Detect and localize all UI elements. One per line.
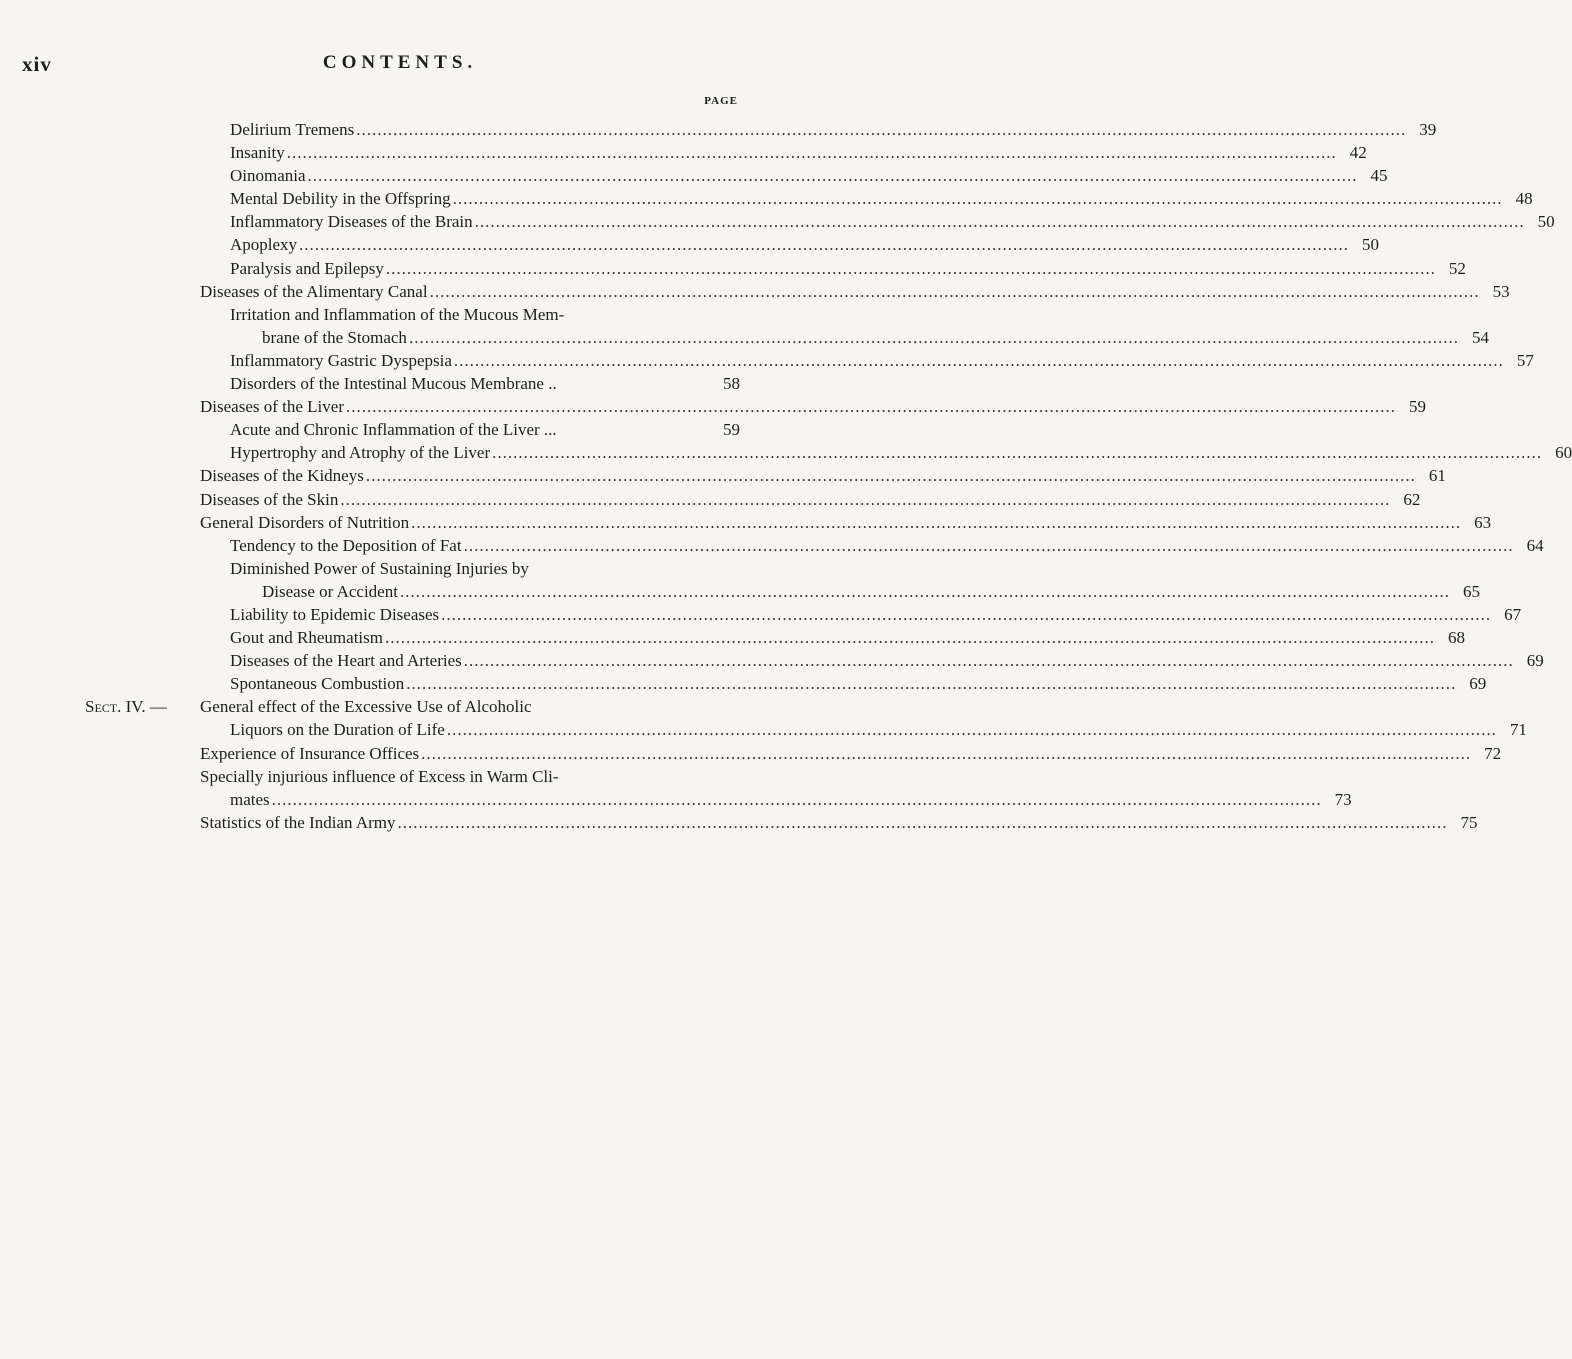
toc-entry bbox=[230, 118, 1437, 141]
toc-entry-text: Inflammatory Gastric Dyspepsia bbox=[230, 350, 452, 370]
toc-entry-text: Tendency to the Deposition of Fat bbox=[230, 535, 462, 555]
toc-entry bbox=[200, 464, 1446, 487]
dot-leader: ........................................................................................................................................................................................................ bbox=[408, 327, 1459, 347]
toc-page-number: 73 bbox=[1334, 789, 1352, 809]
toc-entry bbox=[200, 395, 1426, 418]
dot-leader: ........................................................................................................................................................................................................ bbox=[463, 651, 1514, 671]
toc-entry bbox=[230, 603, 1522, 626]
toc-page-number: 60 bbox=[1555, 443, 1572, 463]
dot-leader: ........................................................................................................................................................................................................ bbox=[307, 166, 1358, 186]
toc-entry-text: General Disorders of Nutrition bbox=[200, 512, 410, 532]
toc-page-number: 58 bbox=[723, 374, 740, 394]
dot-leader: ........................................................................................................................................................................................................ bbox=[286, 143, 1337, 163]
toc-entry-text: mates bbox=[230, 789, 270, 809]
toc-entry-text: Diseases of the Alimentary Canal bbox=[200, 281, 428, 301]
toc-entry bbox=[230, 210, 1555, 233]
dot-leader: ........................................................................................................................................................................................................ bbox=[429, 281, 1480, 301]
toc-entry bbox=[230, 534, 1544, 557]
toc-page-number: 39 bbox=[1419, 120, 1437, 139]
dot-leader: ........................................................................................................................................................................................................ bbox=[453, 350, 1504, 370]
toc-entry-text: Hypertrophy and Atrophy of the Liver bbox=[230, 443, 491, 463]
dot-leader: ........................................................................................................................................................................................................ bbox=[271, 789, 1322, 809]
toc-entry-text: Disease or Accident bbox=[262, 581, 398, 601]
running-title: CONTENTS. bbox=[322, 52, 478, 73]
toc-entry-text: Diseases of the Heart and Arteries bbox=[230, 651, 462, 671]
toc-entry-text: Diminished Power of Sustaining Injuries by bbox=[230, 558, 529, 578]
toc-entry-text: Gout and Rheumatism bbox=[230, 628, 383, 648]
toc-page-number: 45 bbox=[1370, 166, 1388, 186]
toc-entry-text: Apoplexy bbox=[230, 235, 298, 255]
toc-page-number: 52 bbox=[1448, 258, 1466, 278]
dot-leader: ........................................................................................................................................................................................................ bbox=[340, 489, 1391, 509]
toc-page-number: 75 bbox=[1460, 812, 1478, 832]
toc-entry-text: Mental Debility in the Offspring bbox=[230, 189, 451, 209]
dot-leader: ........................................................................................................................................................................................................ bbox=[365, 466, 1416, 486]
table-of-contents bbox=[0, 118, 1572, 834]
toc-entry-text: Diseases of the Kidneys bbox=[200, 466, 364, 486]
toc-page-number: 69 bbox=[1526, 651, 1544, 671]
toc-page-number: 59 bbox=[1408, 397, 1426, 417]
toc-entry bbox=[230, 372, 740, 395]
page-column-label: PAGE bbox=[704, 95, 738, 107]
dot-leader: ........................................................................................................................................................................................................ bbox=[345, 397, 1396, 417]
toc-entry bbox=[85, 695, 1527, 741]
toc-entry-text: Disorders of the Intestinal Mucous Membrane .. bbox=[230, 374, 557, 394]
toc-entry bbox=[200, 280, 1510, 303]
toc-entry bbox=[230, 257, 1466, 280]
toc-entry-text: Statistics of the Indian Army bbox=[200, 812, 396, 832]
toc-page-number: 42 bbox=[1349, 143, 1367, 163]
toc-page-number: 57 bbox=[1516, 350, 1534, 370]
toc-page-number: 62 bbox=[1403, 489, 1421, 509]
toc-page-number: 48 bbox=[1515, 189, 1533, 209]
toc-entry bbox=[230, 141, 1367, 164]
toc-entry bbox=[230, 557, 1480, 603]
dot-leader: ........................................................................................................................................................................................................ bbox=[299, 235, 1350, 255]
toc-entry bbox=[230, 233, 1380, 256]
dot-leader: ........................................................................................................................................................................................................ bbox=[463, 535, 1514, 555]
toc-entry bbox=[230, 626, 1465, 649]
toc-page-number: 71 bbox=[1509, 720, 1527, 740]
dot-leader: ........................................................................................................................................................................................................ bbox=[411, 512, 1462, 532]
toc-entry-text: Delirium Tremens bbox=[230, 120, 355, 139]
page-number: xiv bbox=[22, 52, 52, 76]
toc-entry bbox=[200, 811, 1478, 834]
toc-page-number: 65 bbox=[1462, 581, 1480, 601]
toc-page-number: 68 bbox=[1447, 628, 1465, 648]
dot-leader: ........................................................................................................................................................................................................ bbox=[356, 120, 1407, 139]
toc-entry bbox=[230, 164, 1388, 187]
toc-entry bbox=[230, 187, 1533, 210]
dot-leader: ........................................................................................................................................................................................................ bbox=[421, 743, 1472, 763]
toc-entry bbox=[230, 649, 1544, 672]
dot-leader: ........................................................................................................................................................................................................ bbox=[399, 581, 1450, 601]
toc-page-number: 50 bbox=[1362, 235, 1380, 255]
toc-entry-text: Inflammatory Diseases of the Brain bbox=[230, 212, 473, 232]
section-prefix: Sect. IV. — bbox=[85, 697, 167, 717]
toc-entry-text: Acute and Chronic Inflammation of the Liver ... bbox=[230, 420, 557, 440]
toc-entry-text: Specially injurious influence of Excess in Warm Cli- bbox=[200, 766, 559, 786]
toc-entry-text: Liability to Epidemic Diseases bbox=[230, 604, 440, 624]
toc-entry bbox=[200, 488, 1421, 511]
toc-entry bbox=[230, 303, 1489, 349]
toc-page-number: 67 bbox=[1504, 604, 1522, 624]
dot-leader: ........................................................................................................................................................................................................ bbox=[384, 628, 1435, 648]
dot-leader: ........................................................................................................................................................................................................ bbox=[492, 443, 1543, 463]
toc-page-number: 72 bbox=[1484, 743, 1502, 763]
toc-entry-text: Diseases of the Skin bbox=[200, 489, 339, 509]
toc-entry bbox=[200, 511, 1492, 534]
toc-entry-text: brane of the Stomach bbox=[262, 327, 407, 347]
toc-entry bbox=[230, 418, 740, 441]
dot-leader: ........................................................................................................................................................................................................ bbox=[452, 189, 1503, 209]
dot-leader: ........................................................................................................................................................................................................ bbox=[397, 812, 1448, 832]
toc-entry-text: Spontaneous Combustion bbox=[230, 674, 405, 694]
dot-leader: ........................................................................................................................................................................................................ bbox=[446, 720, 1497, 740]
toc-page-number: 63 bbox=[1474, 512, 1492, 532]
toc-page-number: 53 bbox=[1492, 281, 1510, 301]
toc-page-number: 59 bbox=[723, 420, 740, 440]
running-header bbox=[0, 52, 800, 82]
toc-page-number: 61 bbox=[1428, 466, 1446, 486]
toc-entry-text: Paralysis and Epilepsy bbox=[230, 258, 384, 278]
toc-entry-text: General effect of the Excessive Use of Alcoholic bbox=[200, 697, 532, 717]
toc-entry-text: Irritation and Inflammation of the Mucous Mem- bbox=[230, 304, 565, 324]
toc-entry bbox=[200, 765, 1352, 811]
toc-entry-text: Oinomania bbox=[230, 166, 306, 186]
toc-entry bbox=[230, 441, 1572, 464]
toc-page-number: 50 bbox=[1537, 212, 1555, 232]
dot-leader: ........................................................................................................................................................................................................ bbox=[385, 258, 1436, 278]
toc-entry-text: Diseases of the Liver bbox=[200, 397, 344, 417]
toc-entry-text: Experience of Insurance Offices bbox=[200, 743, 420, 763]
toc-entry-text: Insanity bbox=[230, 143, 285, 163]
toc-entry bbox=[230, 672, 1487, 695]
toc-entry bbox=[230, 349, 1534, 372]
toc-page-number: 64 bbox=[1526, 535, 1544, 555]
dot-leader: ........................................................................................................................................................................................................ bbox=[406, 674, 1457, 694]
toc-entry-text: Liquors on the Duration of Life bbox=[230, 720, 445, 740]
dot-leader: ........................................................................................................................................................................................................ bbox=[441, 604, 1492, 624]
toc-page-number: 69 bbox=[1469, 674, 1487, 694]
toc-page-number: 54 bbox=[1471, 327, 1489, 347]
toc-entry bbox=[200, 742, 1502, 765]
dot-leader: ........................................................................................................................................................................................................ bbox=[474, 212, 1525, 232]
